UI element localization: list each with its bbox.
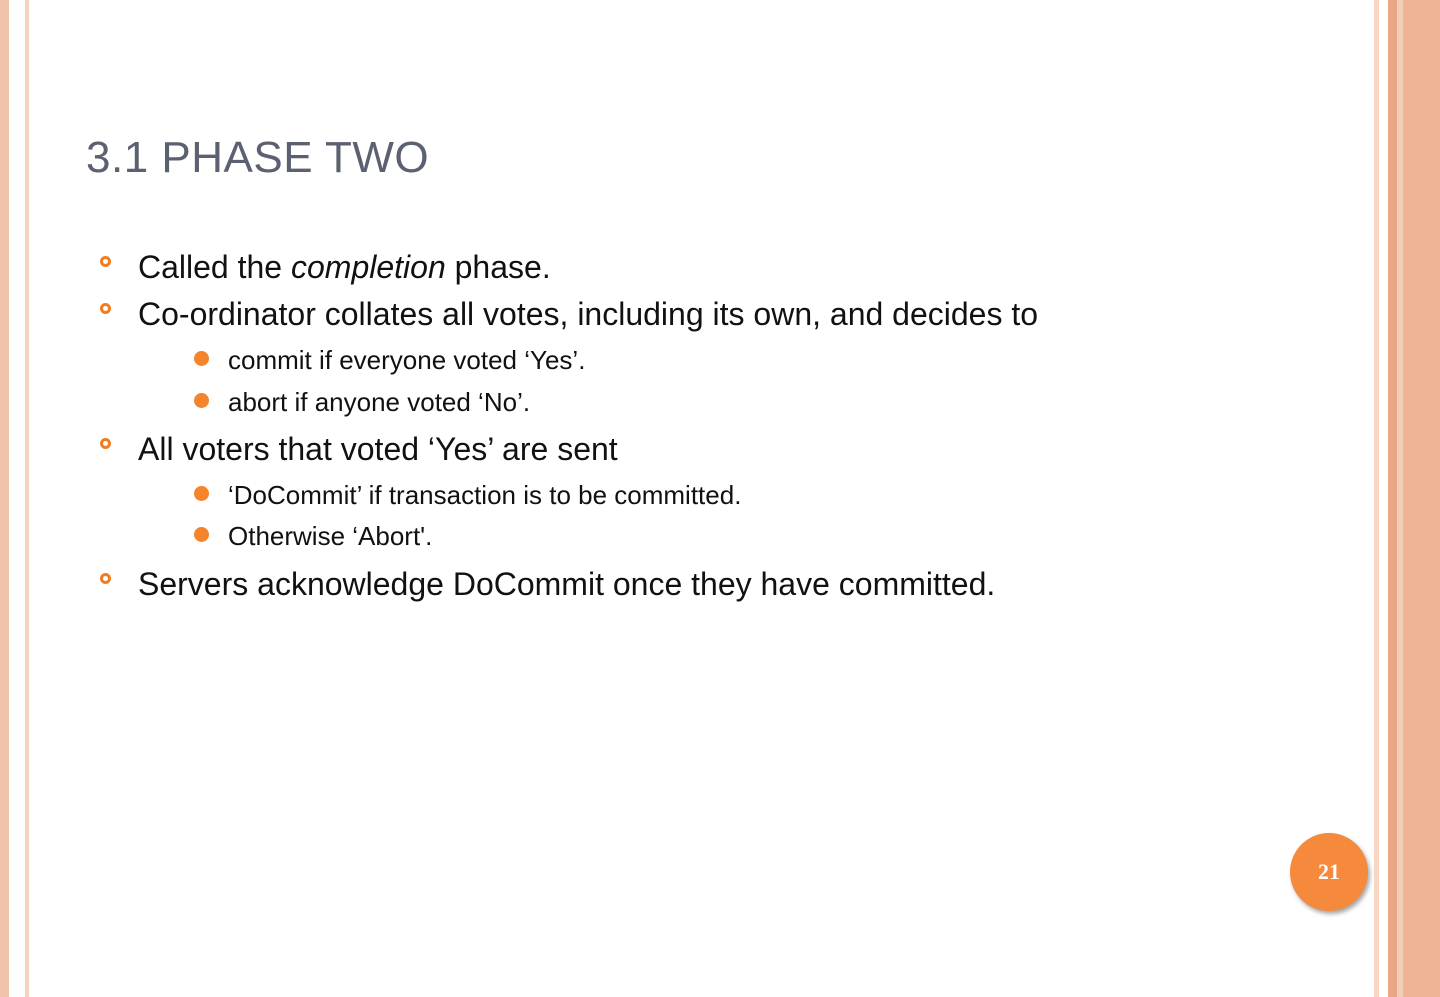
page-number-badge: 21 [1290, 833, 1368, 911]
sub-bullet-text: ‘DoCommit’ if transaction is to be committed. [228, 479, 742, 510]
bullet-text-part-2: phase. [445, 249, 551, 285]
list-item [190, 477, 1336, 515]
bullet-text: All voters that voted ‘Yes’ are sent [138, 431, 618, 468]
list-item [190, 342, 1336, 380]
left-border-band-inner [9, 0, 25, 997]
sub-bullet-text: commit if everyone voted ‘Yes’. [228, 344, 586, 375]
bullet-text: Servers acknowledge DoCommit once they have committed. [138, 566, 996, 603]
bullet-text-part: Called the [138, 249, 291, 285]
list-item [190, 384, 1336, 422]
filled-circle-bullet-icon [194, 393, 209, 408]
filled-circle-bullet-icon [194, 527, 209, 542]
list-item [96, 427, 1336, 556]
sub-bullet-text: abort if anyone voted ‘No’. [228, 386, 531, 417]
bullet-text: Co-ordinator collates all votes, including its own, and decides to [138, 296, 1039, 333]
hollow-circle-bullet-icon [100, 256, 111, 267]
right-border-band-5 [1403, 0, 1440, 997]
right-border-band-2 [1379, 0, 1388, 997]
bullet-list-level-2 [138, 342, 1336, 421]
list-item [190, 518, 1336, 556]
filled-circle-bullet-icon [194, 351, 209, 366]
left-border-band-outer [0, 0, 9, 997]
right-border-band-3 [1388, 0, 1397, 997]
hollow-circle-bullet-icon [100, 438, 111, 449]
list-item [96, 292, 1336, 421]
hollow-circle-bullet-icon [100, 303, 111, 314]
sub-bullet-text: Otherwise ‘Abort'. [228, 521, 433, 552]
hollow-circle-bullet-icon [100, 573, 111, 584]
bullet-text-italic: completion [290, 249, 446, 285]
slide-body [96, 245, 1336, 610]
bullet-list-level-2 [138, 477, 1336, 556]
left-border-accent-line [25, 0, 29, 997]
slide-title: 3.1 PHASE TWO [86, 133, 430, 182]
bullet-list-level-1 [96, 245, 1336, 608]
list-item [96, 245, 1336, 290]
filled-circle-bullet-icon [194, 486, 209, 501]
list-item [96, 562, 1336, 607]
